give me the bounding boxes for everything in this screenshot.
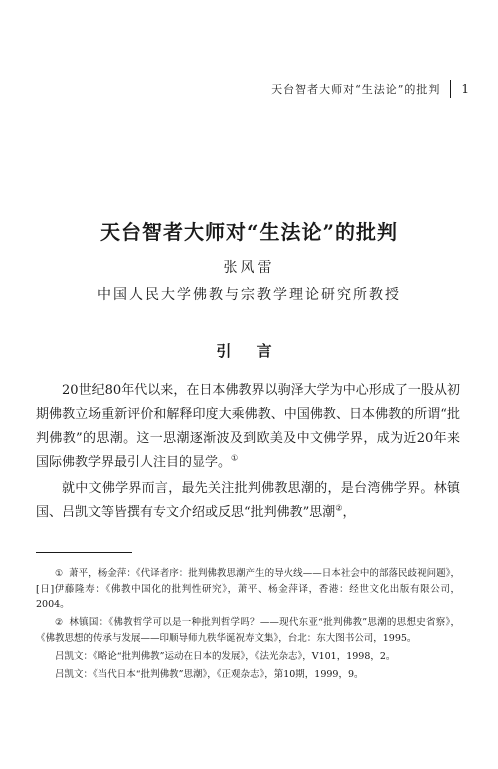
footnote-2c-text: 吕凯文：《当代日本“批判佛教”思潮》，《正观杂志》，第10期，1999，9。 [55, 669, 364, 680]
footnote-2 [36, 615, 460, 646]
footnote-2-text: 林镇国：《佛教哲学可以是一种批判哲学吗？——现代东亚“批判佛教”思潮的思想史省察》，《佛教思想的传承与发展——印顺导师九秩华诞祝寿文集》，台北：东大图书公司，1995。 [36, 617, 461, 644]
footnote-1 [36, 566, 460, 612]
page-number: 1 [461, 82, 470, 96]
body-paragraph-1-text: 20世纪80年代以来，在日本佛教界以驹泽大学为中心形成了一股从初期佛教立场重新评价和解释印度大乘佛教、中国佛教、日本佛教的所谓“批判佛教”的思潮。这一思潮逐渐波及到欧美及中文佛学界，成为近20年来国际佛教学界最引人注目的显学。 [36, 383, 460, 470]
running-head-divider [450, 80, 451, 98]
section-heading-introduction: 引 言 [216, 342, 282, 360]
body-paragraph-2 [36, 477, 460, 525]
footnote-ref-2[interactable]: ② [335, 503, 343, 513]
author-affiliation: 中国人民大学佛教与宗教学理论研究所教授 [97, 287, 401, 303]
footnotes [36, 566, 460, 685]
running-header [271, 80, 470, 98]
body-paragraph-2-tail: ， [342, 505, 356, 520]
footnote-2-mark: ② [55, 618, 64, 628]
body-paragraph-2-text: 就中文佛学界而言，最先关注批判佛教思潮的，是台湾佛学界。林镇国、吕凯文等皆撰有专文介绍或反思“批判佛教”思潮 [36, 481, 460, 520]
footnote-2-continued-1 [36, 649, 460, 664]
footnote-2-continued-2 [36, 667, 460, 682]
article-title: 天台智者大师对“生法论”的批判 [99, 220, 398, 244]
running-head-title: 天台智者大师对“生法论”的批判 [271, 83, 441, 96]
body-text [36, 379, 460, 527]
body-paragraph-1 [36, 379, 460, 475]
footnote-2b-text: 吕凯文：《略论“批判佛教”运动在日本的发展》，《法光杂志》，V101，1998，2。 [55, 651, 396, 662]
footnote-1-text: 萧平，杨金萍：《代译者序：批判佛教思潮产生的导火线——日本社会中的部落民歧视问题》，[日]伊藤隆寿：《佛教中国化的批判性研究》，萧平、杨金萍译，香港：经世文化出版有限公司，2004。 [36, 568, 460, 610]
article-author: 张风雷 [223, 260, 275, 276]
footnote-ref-1[interactable]: ① [231, 453, 239, 463]
footnote-1-mark: ① [55, 569, 64, 579]
footnote-divider [36, 552, 132, 553]
